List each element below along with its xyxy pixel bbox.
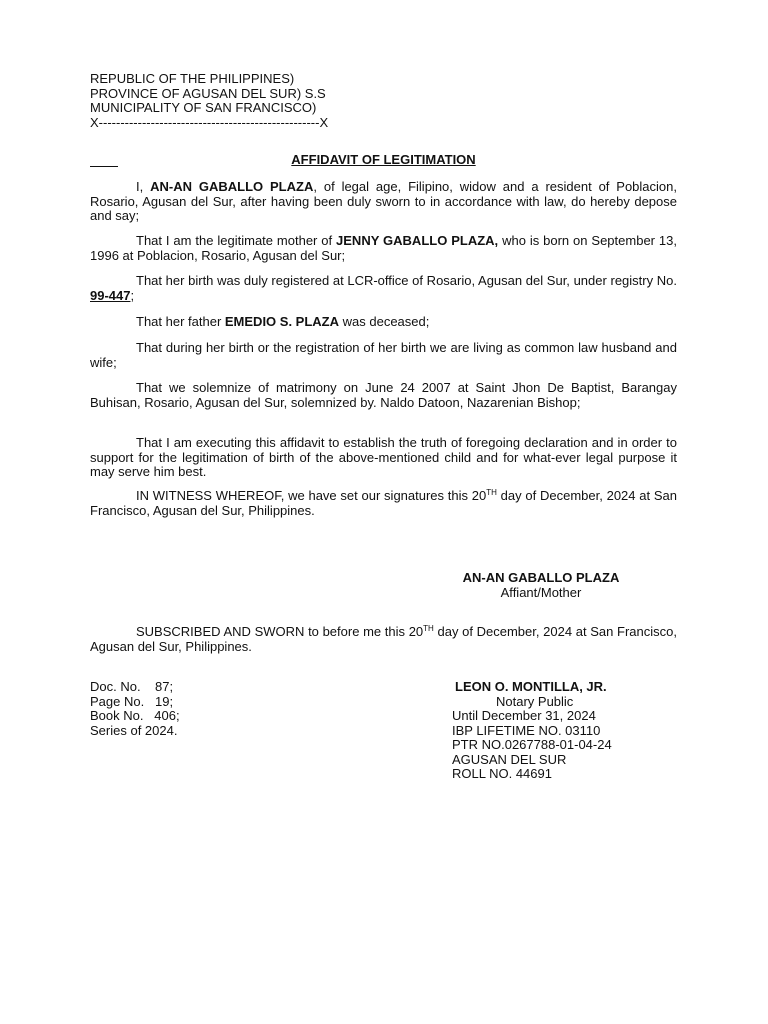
- text: SUBSCRIBED AND SWORN to before me this 20: [136, 624, 424, 639]
- paragraph-purpose: That I am executing this affidavit to establish the truth of foregoing declaration and in order to support for the legitimation of birth of the above-mentioned child and for what-ever legal purpose it may serve him best.: [90, 435, 677, 479]
- document-title: AFFIDAVIT OF LEGITIMATION: [291, 152, 476, 167]
- notary-ibp: IBP LIFETIME NO. 03110: [452, 722, 601, 738]
- paragraph-witness: [90, 489, 677, 518]
- text: day of December, 2024 at San Francisco, Agusan del Sur, Philippines.: [90, 488, 677, 518]
- text: I,: [136, 179, 151, 194]
- venue-line-republic: REPUBLIC OF THE PHILIPPINES): [90, 71, 295, 86]
- notary-role: Notary Public: [496, 693, 574, 709]
- notary-commission: Until December 31, 2024: [452, 708, 596, 723]
- venue-line-municipality: MUNICIPALITY OF SAN FRANCISCO): [90, 100, 317, 115]
- paragraph-common-law: That during her birth or the registration of her birth we are living as common law husband and wife;: [90, 340, 677, 370]
- father-name: EMEDIO S. PLAZA: [224, 314, 340, 329]
- notarial-register: [90, 680, 290, 738]
- text: who is born on September 13, 1996 at Poblacion, Rosario, Agusan del Sur;: [90, 233, 677, 263]
- paragraph-registry: [90, 274, 677, 303]
- paragraph-subscribed: [90, 625, 677, 654]
- text: That I am the legitimate mother of: [136, 233, 337, 248]
- paragraph-mother: [90, 234, 677, 263]
- book-number: Book No. 406;: [90, 708, 180, 723]
- notary-ptr: PTR NO.0267788-01-04-24: [452, 737, 612, 752]
- doc-number: Doc. No. 87;: [90, 679, 174, 694]
- blank-line: [90, 166, 118, 167]
- affiant-signature-block: [430, 571, 652, 600]
- venue-line-province: PROVINCE OF AGUSAN DEL SUR) S.S: [90, 85, 326, 101]
- child-name: JENNY GABALLO PLAZA,: [336, 233, 499, 248]
- notary-place: AGUSAN DEL SUR: [452, 751, 567, 767]
- series-year: Series of 2024.: [90, 722, 178, 738]
- notary-block: [452, 680, 682, 782]
- notary-roll: ROLL NO. 44691: [452, 766, 552, 781]
- paragraph-father: [90, 315, 677, 330]
- text: was deceased;: [339, 314, 430, 329]
- registry-number: 99-447: [90, 287, 131, 303]
- ordinal-suffix: TH: [486, 488, 497, 497]
- ordinal-suffix: TH: [423, 624, 434, 633]
- text: , of legal age, Filipino, widow and a resident of Poblacion, Rosario, Agusan del Sur, after having been duly sworn to in accordance with law, do hereby depose and say;: [90, 179, 677, 223]
- paragraph-matrimony: That we solemnize of matrimony on June 24 2007 at Saint Jhon De Baptist, Barangay Buhisan, Rosario, Agusan del Sur, solemnized by. Naldo Datoon, Nazarenian Bishop;: [90, 380, 677, 410]
- affiant-name: AN-AN GABALLO PLAZA: [462, 570, 620, 585]
- text: IN WITNESS WHEREOF, we have set our signatures this 20: [136, 488, 487, 503]
- text: ;: [130, 287, 135, 303]
- text: That her birth was duly registered at LCR-office of Rosario, Agusan del Sur, under registry No.: [136, 273, 677, 288]
- affiant-role: Affiant/Mother: [500, 584, 582, 600]
- page-number: Page No. 19;: [90, 693, 174, 709]
- venue-divider: X---------------------------------------------------X: [90, 114, 329, 130]
- affiant-name-inline: AN-AN GABALLO PLAZA: [150, 179, 314, 194]
- text: day of December, 2024 at San Francisco, Agusan del Sur, Philippines.: [90, 624, 677, 654]
- venue-header: [90, 72, 677, 130]
- text: That her father: [136, 314, 225, 329]
- notary-name: LEON O. MONTILLA, JR.: [455, 679, 607, 694]
- paragraph-affiant-intro: [90, 180, 677, 224]
